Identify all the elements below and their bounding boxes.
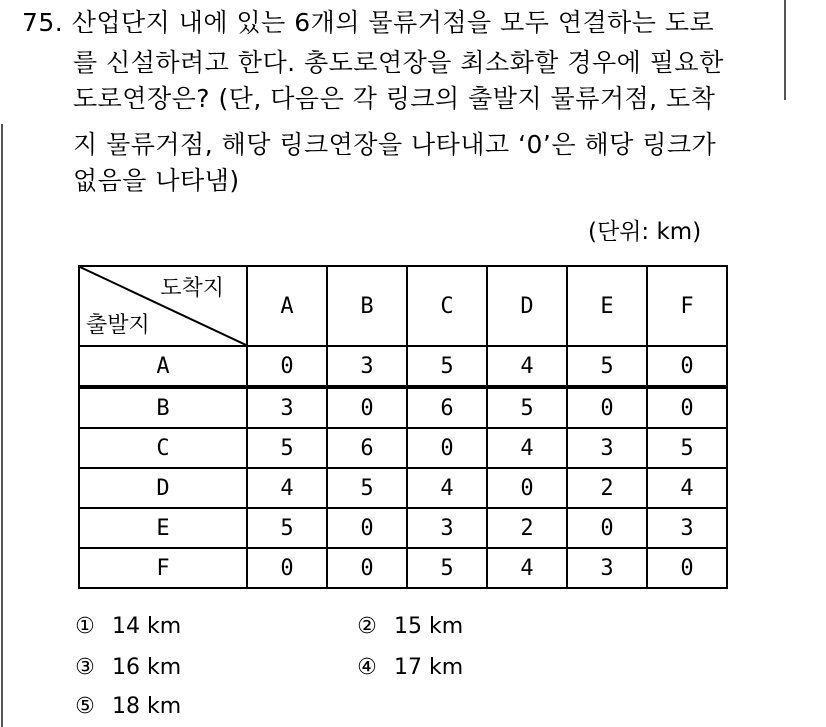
table-cell: 6	[407, 387, 487, 428]
table-cell: 3	[567, 428, 647, 468]
table-row	[79, 346, 727, 387]
table-row	[79, 548, 727, 588]
table-cell: 0	[567, 387, 647, 428]
row-header: D	[79, 468, 247, 508]
table-cell: 4	[247, 468, 327, 508]
table-cell: 0	[327, 548, 407, 588]
question-text: 산업단지 내에 있는 6개의 물류거점을 모두 연결하는 도로	[71, 8, 715, 37]
question-text: 지 물류거점, 해당 링크연장을 나타내고 ‘0’은 해당 링크가	[73, 130, 717, 159]
table-header-row	[79, 266, 727, 346]
choice-marker: ②	[357, 614, 377, 639]
column-divider-right	[784, 0, 786, 100]
table-cell: 5	[247, 508, 327, 548]
table-cell: 4	[487, 428, 567, 468]
row-header: C	[79, 428, 247, 468]
table-cell: 0	[647, 346, 727, 387]
table-cell: 0	[327, 387, 407, 428]
question-line-3	[73, 84, 715, 114]
choice-text: 17 km	[394, 655, 464, 680]
choice-marker: ④	[357, 655, 377, 680]
table-cell: 0	[487, 468, 567, 508]
column-header: B	[327, 266, 407, 346]
column-header: D	[487, 266, 567, 346]
table-cell: 2	[567, 468, 647, 508]
table-cell: 0	[327, 508, 407, 548]
table-row	[79, 387, 727, 428]
table-row	[79, 428, 727, 468]
answer-choice-1[interactable]	[72, 614, 181, 639]
column-divider-left	[1, 124, 3, 727]
table-cell: 5	[567, 346, 647, 387]
table-cell: 6	[327, 428, 407, 468]
table-row	[79, 468, 727, 508]
table-cell: 5	[327, 468, 407, 508]
column-header: F	[647, 266, 727, 346]
table-cell: 0	[567, 508, 647, 548]
question-line-5	[73, 166, 240, 196]
unit-label: (단위: km)	[588, 219, 702, 245]
column-header: A	[247, 266, 327, 346]
choice-text: 16 km	[112, 655, 182, 680]
row-header: F	[79, 548, 247, 588]
question-line-4	[73, 130, 716, 160]
table-cell: 0	[407, 428, 487, 468]
choice-text: 14 km	[112, 614, 182, 639]
table-cell: 3	[327, 346, 407, 387]
answer-choice-4[interactable]	[354, 655, 463, 680]
answer-choice-5[interactable]	[72, 694, 181, 719]
table-cell: 3	[407, 508, 487, 548]
table-cell: 4	[487, 548, 567, 588]
table-cell: 5	[647, 428, 727, 468]
row-header: E	[79, 508, 247, 548]
table-row	[79, 508, 727, 548]
question-text: 도로연장은? (단, 다음은 각 링크의 출발지 물류거점, 도착	[73, 84, 716, 113]
table-cell: 3	[247, 387, 327, 428]
corner-origin-label: 출발지	[86, 313, 150, 338]
answer-choice-2[interactable]	[354, 614, 463, 639]
question-line-1	[22, 8, 714, 38]
table-cell: 3	[567, 548, 647, 588]
table-cell: 5	[407, 346, 487, 387]
question-number: 75.	[22, 8, 64, 37]
table-cell: 5	[487, 387, 567, 428]
corner-destination-label: 도착지	[160, 276, 224, 301]
table-cell: 2	[487, 508, 567, 548]
table-cell: 4	[647, 468, 727, 508]
choice-text: 15 km	[394, 614, 464, 639]
choice-text: 18 km	[112, 694, 182, 719]
table-cell: 0	[247, 346, 327, 387]
table-cell: 0	[247, 548, 327, 588]
row-header: B	[79, 387, 247, 428]
question-line-2	[73, 48, 724, 78]
row-header: A	[79, 346, 247, 387]
table-cell: 4	[487, 346, 567, 387]
choice-marker: ①	[75, 614, 95, 639]
column-header: C	[407, 266, 487, 346]
choice-marker: ⑤	[75, 694, 95, 719]
distance-matrix-table	[78, 265, 728, 589]
table-cell: 0	[647, 548, 727, 588]
table-cell: 4	[407, 468, 487, 508]
table-cell: 0	[647, 387, 727, 428]
table-cell: 5	[407, 548, 487, 588]
answer-choice-3[interactable]	[72, 655, 181, 680]
question-text: 를 신설하려고 한다. 총도로연장을 최소화할 경우에 필요한	[73, 48, 724, 77]
choice-marker: ③	[75, 655, 95, 680]
corner-header-cell	[79, 266, 247, 346]
table-cell: 5	[247, 428, 327, 468]
question-text: 없음을 나타냄)	[73, 166, 240, 195]
column-header: E	[567, 266, 647, 346]
table-cell: 3	[647, 508, 727, 548]
